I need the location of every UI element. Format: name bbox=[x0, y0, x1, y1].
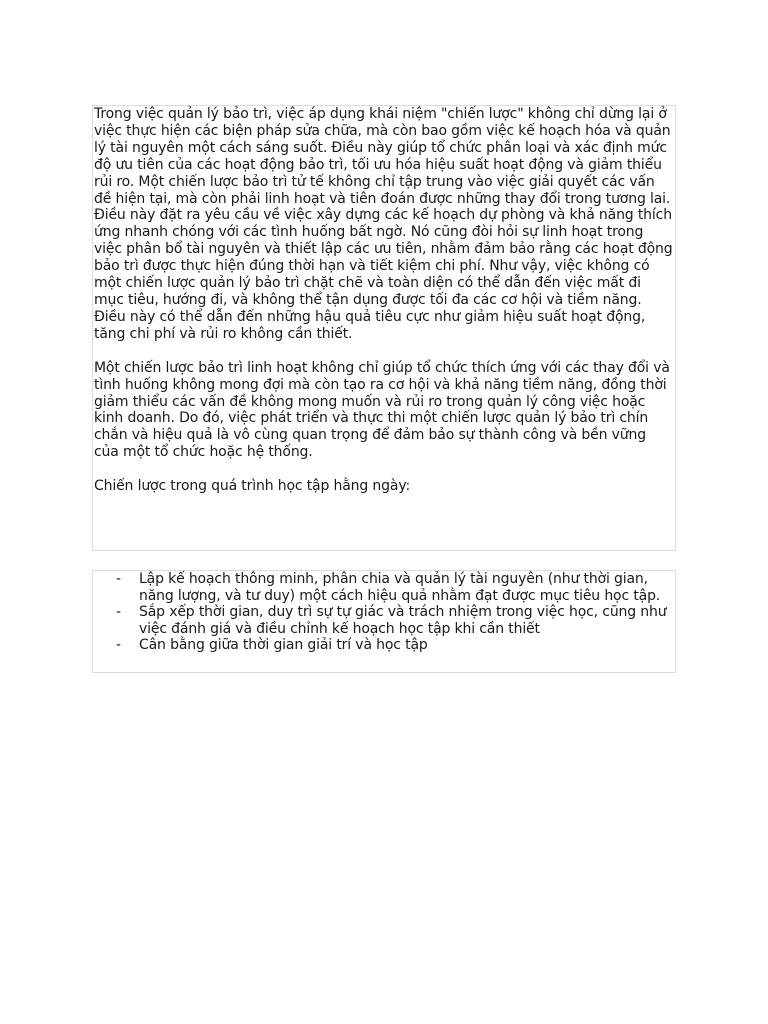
list-item bbox=[93, 604, 675, 637]
list-item-text: Lập kế hoạch thông minh, phân chia và quản lý tài nguyên (như thời gian, năng lượng, và tư duy) một cách hiệu quả nhằm đạt được mục tiêu học tập. bbox=[139, 571, 661, 604]
paragraph-flexible-strategy: Một chiến lược bảo trì linh hoạt không chỉ giúp tổ chức thích ứng với các thay đổi và tình huống không mong đợi mà còn tạo ra cơ hội và khả năng tiềm năng, đồng thời giảm thiểu các vấn đề không mong muốn và rủi ro trong quản lý công việc hoặc kinh doanh. Do đó, việc phát triển và thực thi một chiến lược quản lý bảo trì chín chắn và hiệu quả là vô cùng quan trọng để đảm bảo sự thành công và bền vững của một tổ chức hoặc hệ thống. bbox=[94, 359, 670, 461]
list-item-text: Sắp xếp thời gian, duy trì sự tự giác và trách nhiệm trong việc học, cũng như việc đánh giá và điều chỉnh kế hoạch học tập khi cần thiết bbox=[139, 604, 667, 637]
list-bullet: - bbox=[116, 604, 121, 620]
text-block bbox=[92, 105, 676, 551]
list-bullet: - bbox=[116, 571, 121, 587]
list-item-text: Cân bằng giữa thời gian giải trí và học tập bbox=[139, 637, 428, 653]
strategy-list bbox=[93, 571, 675, 654]
list-item bbox=[93, 571, 675, 604]
list-block bbox=[92, 570, 676, 673]
list-bullet: - bbox=[116, 637, 121, 653]
list-item bbox=[93, 637, 675, 654]
paragraph-maintenance-strategy: Trong việc quản lý bảo trì, việc áp dụng khái niệm "chiến lược" không chỉ dừng lại ở việc thực hiện các biện pháp sửa chữa, mà còn bao gồm việc kế hoạch hóa và quản lý tài nguyên một cách sáng suốt. Điều này giúp tổ chức phân loại và xác định mức độ ưu tiên của các hoạt động bảo trì, tối ưu hóa hiệu suất hoạt động và giảm thiểu rủi ro. Một chiến lược bảo trì tử tế không chỉ tập trung vào việc giải quyết các vấn đề hiện tại, mà còn phải linh hoạt và tiên đoán được những thay đổi trong tương lai. Điều này đặt ra yêu cầu về việc xây dựng các kế hoạch dự phòng và khả năng thích ứng nhanh chóng với các tình huống bất ngờ. Nó cũng đòi hỏi sự linh hoạt trong việc phân bổ tài nguyên và thiết lập các ưu tiên, nhằm đảm bảo rằng các hoạt động bảo trì được thực hiện đúng thời hạn và tiết kiệm chi phí. Như vậy, việc không có một chiến lược quản lý bảo trì chặt chẽ và toàn diện có thể dẫn đến việc mất đi mục tiêu, hướng đi, và không thể tận dụng được tối đa các cơ hội và tiềm năng. Điều này có thể dẫn đến những hậu quả tiêu cực như giảm hiệu suất hoạt động, tăng chi phí và rủi ro không cần thiết. bbox=[94, 106, 673, 342]
paragraph-list-heading: Chiến lược trong quá trình học tập hằng ngày: bbox=[94, 478, 411, 495]
